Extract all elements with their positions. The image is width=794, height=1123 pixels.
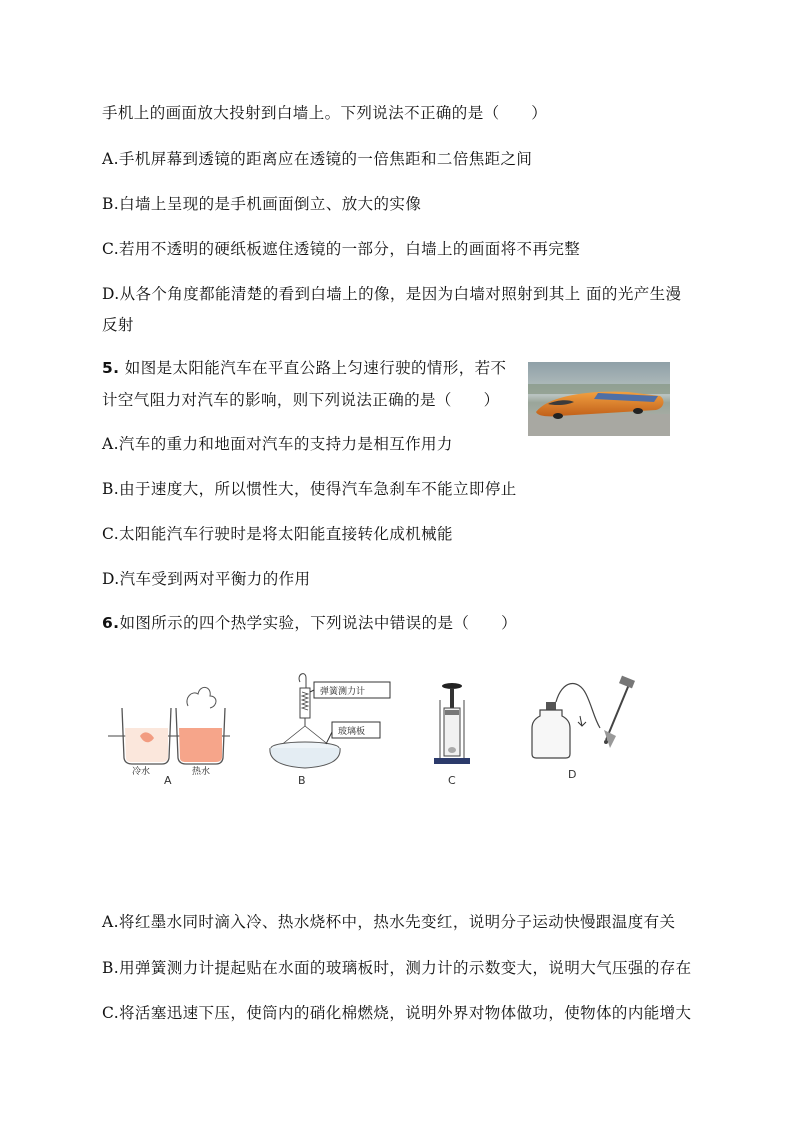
q4-option-c: C.若用不透明的硬纸板遮住透镜的一部分，白墙上的画面将不再完整: [102, 240, 581, 258]
question-5-number: 5.: [102, 359, 120, 377]
q4-option-d-line1: D.从各个角度都能清楚的看到白墙上的像，是因为白墙对照射到其上 面的光产生漫: [102, 285, 682, 303]
figure-a-cold-label: 冷水: [132, 767, 151, 777]
figure-label-d: D: [568, 768, 577, 781]
solar-car-photo: [528, 362, 670, 436]
question-5-stem-text: 如图是太阳能汽车在平直公路上匀速行驶的情形，若不: [119, 359, 507, 377]
q5-option-d: D.汽车受到两对平衡力的作用: [102, 570, 311, 588]
figure-b-spring-scale: [270, 674, 390, 787]
q4-option-d-line2: 反射: [102, 316, 134, 334]
question-5-stem-line1: [102, 356, 506, 378]
question-6-stem-text: 如图所示的四个热学实验，下列说法中错误的是（ ）: [119, 614, 517, 632]
question-4-stem-tail: 手机上的画面放大投射到白墙上。下列说法不正确的是（ ）: [102, 104, 548, 122]
q4-option-a: A.手机屏幕到透镜的距离应在透镜的一倍焦距和二倍焦距之间: [102, 150, 533, 168]
q5-option-b: B.由于速度大，所以惯性大，使得汽车急刹车不能立即停止: [102, 480, 517, 498]
figure-c-piston-cylinder: [434, 683, 470, 787]
q4-option-b: B.白墙上呈现的是手机画面倒立、放大的实像: [102, 195, 422, 213]
figure-label-b: B: [298, 774, 306, 787]
q5-option-c: C.太阳能汽车行驶时是将太阳能直接转化成机械能: [102, 525, 453, 543]
q6-option-a: A.将红墨水同时滴入冷、热水烧杯中，热水先变红，说明分子运动快慢跟温度有关: [102, 913, 676, 931]
figure-label-c: C: [448, 774, 456, 787]
figure-a-hot-label: 热水: [192, 767, 211, 777]
q6-option-c: C.将活塞迅速下压，使筒内的硝化棉燃烧，说明外界对物体做功，使物体的内能增大: [102, 1004, 692, 1022]
question-6-stem: [102, 611, 517, 633]
q6-option-b: B.用弹簧测力计提起贴在水面的玻璃板时，测力计的示数变大，说明大气压强的存在: [102, 959, 692, 977]
figure-a-beakers: [108, 687, 230, 787]
q5-option-a: A.汽车的重力和地面对汽车的支持力是相互作用力: [102, 435, 453, 453]
figure-b-spring-scale-label: 弹簧测力计: [320, 687, 366, 697]
figure-label-a: A: [164, 774, 172, 787]
question-5-stem-line2: 计空气阻力对汽车的影响，则下列说法正确的是（ ）: [102, 391, 500, 409]
figure-d-bottle-apparatus: [532, 676, 635, 781]
question-6-number: 6.: [102, 614, 120, 632]
figure-b-glass-plate-label: 玻璃板: [338, 727, 366, 737]
thermal-experiments-figure: [100, 670, 660, 790]
